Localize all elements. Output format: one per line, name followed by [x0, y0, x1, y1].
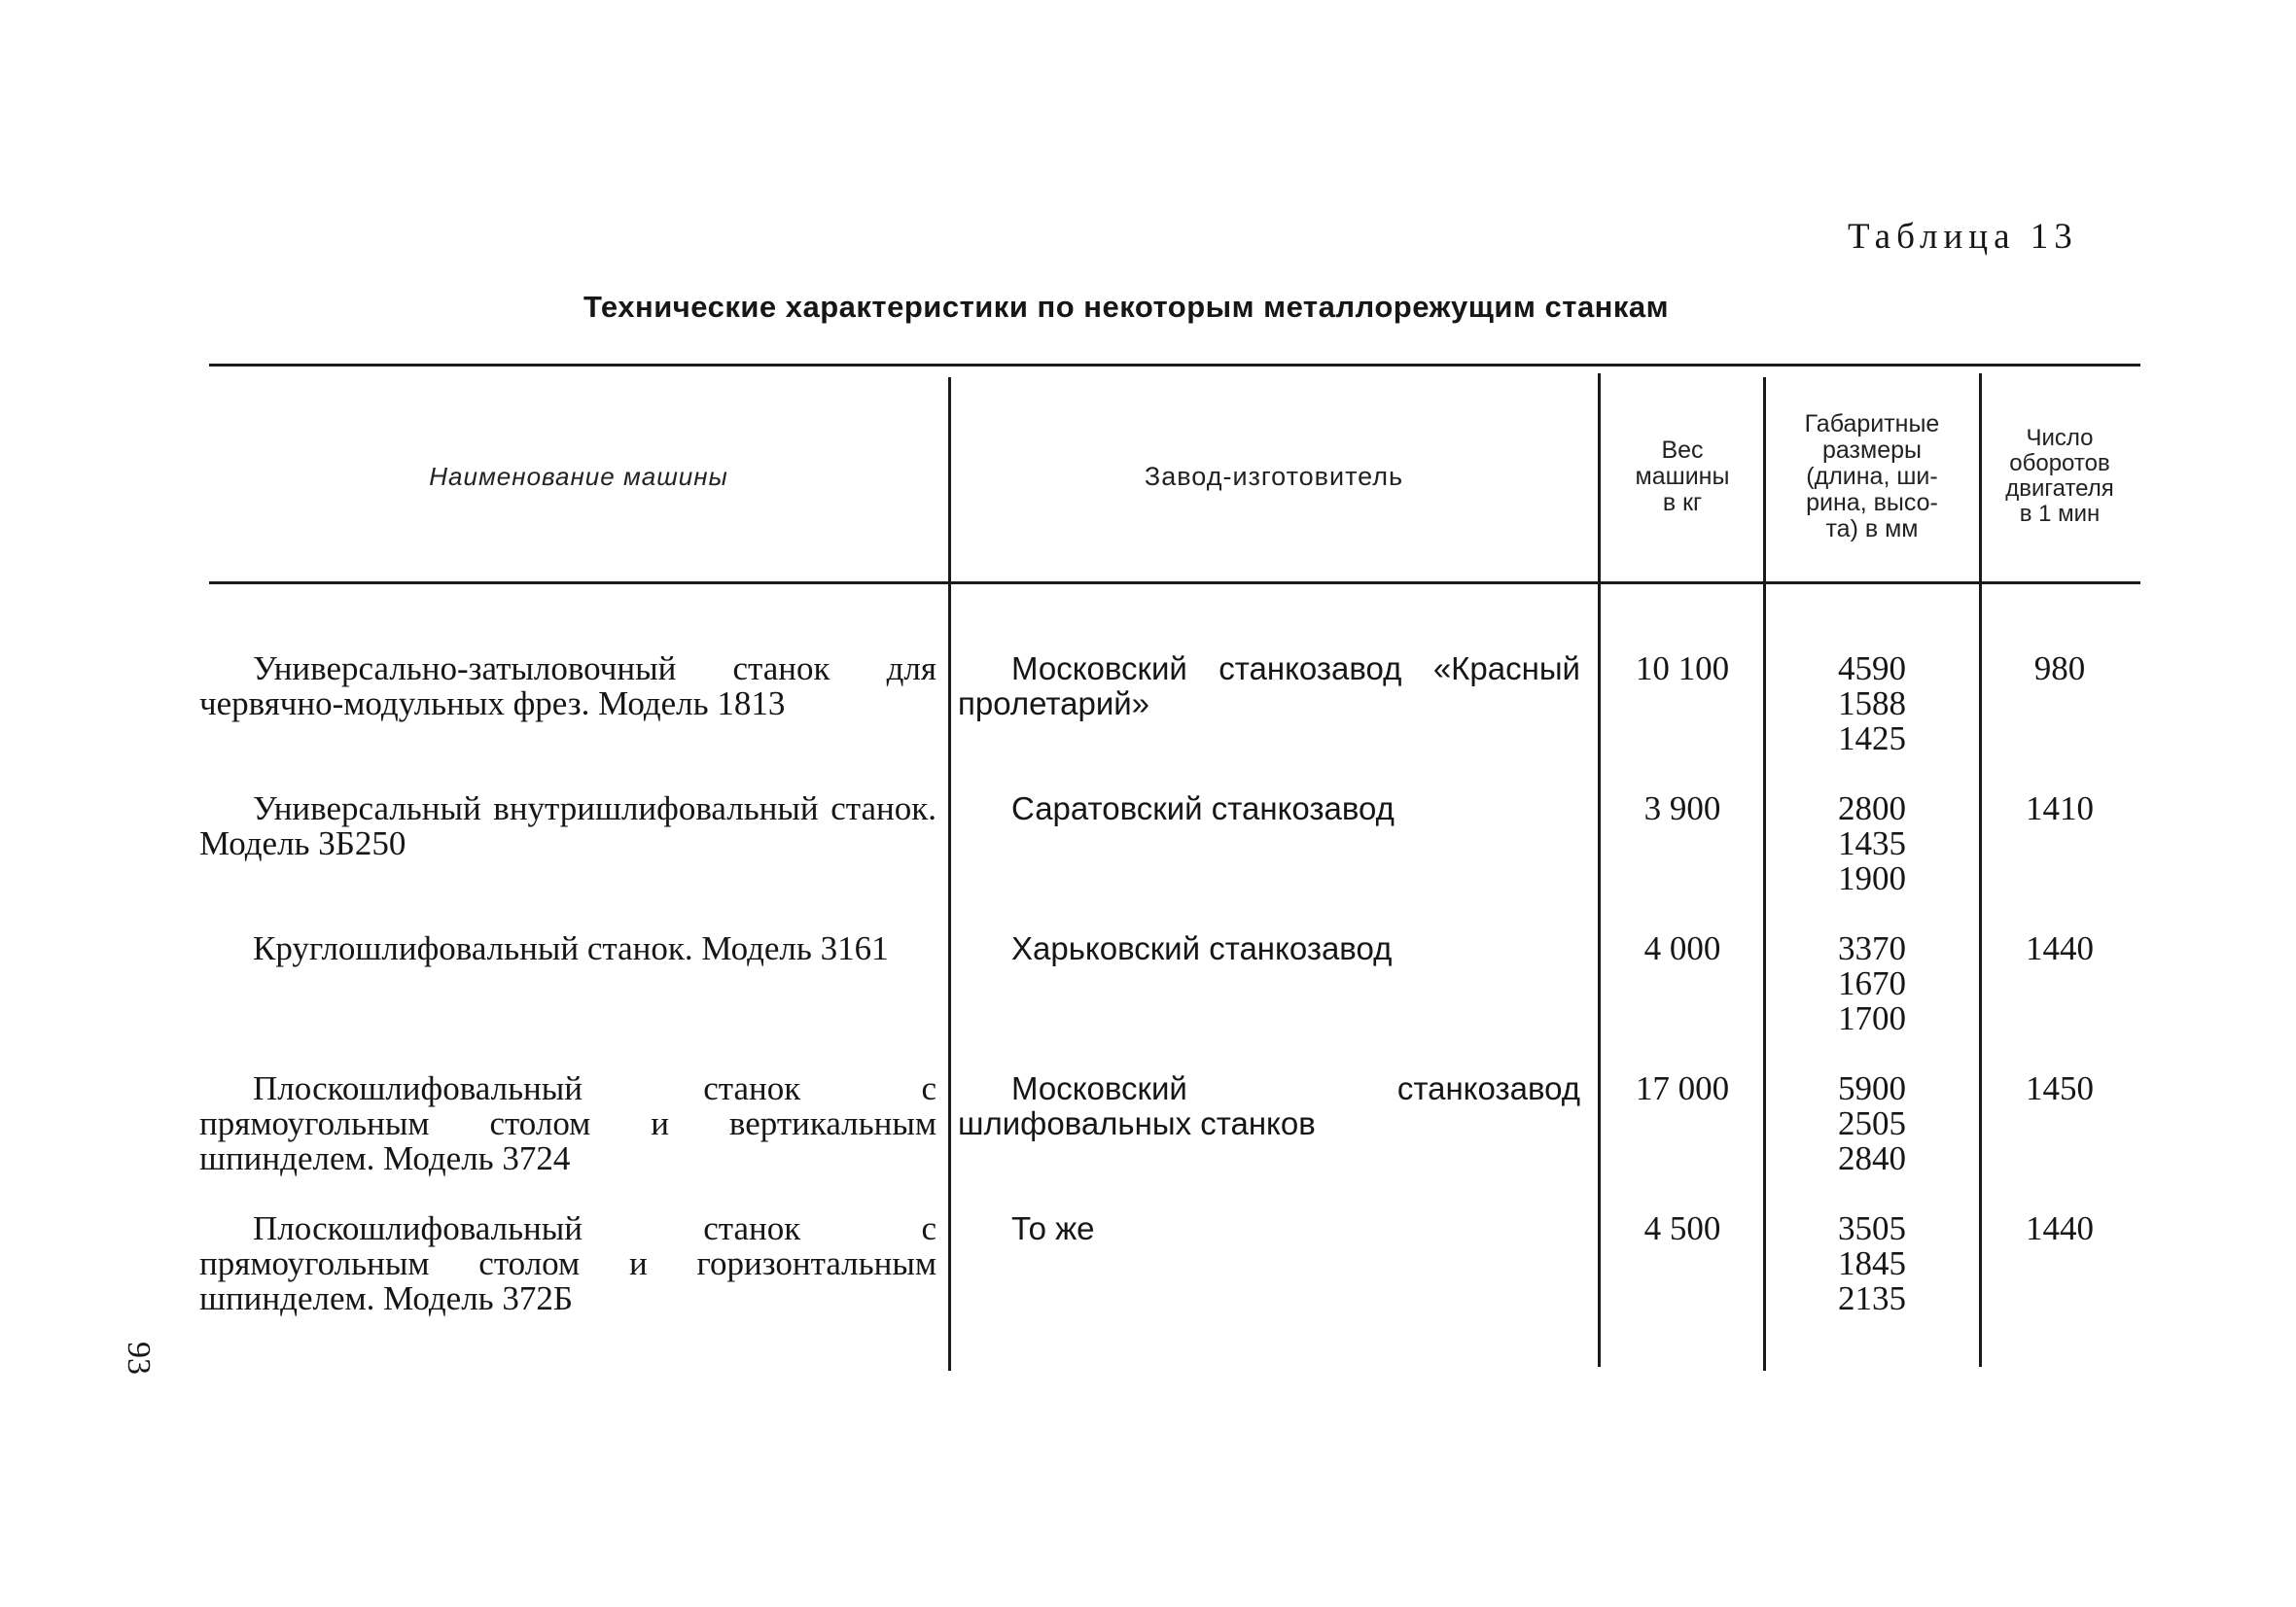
header-factory: [948, 369, 1600, 583]
header-dimensions-line: рина, высо-: [1806, 488, 1938, 516]
dimension-value: 2840: [1838, 1139, 1906, 1177]
dimension-value: 2800: [1838, 789, 1906, 827]
header-dimensions-line: Габаритные: [1804, 409, 1940, 437]
header-rpm-line: двигателя: [2005, 475, 2114, 502]
row-dimensions: [1765, 931, 1979, 1036]
header-rpm-line: оборотов: [2009, 450, 2110, 476]
header-name-label: Наименование машины: [429, 461, 728, 491]
header-rpm: [1979, 369, 2140, 583]
dimension-value: 3370: [1838, 929, 1906, 967]
row-rpm: 1410: [2026, 789, 2094, 827]
table-top-rule: [209, 364, 2140, 367]
header-dimensions-line: (длина, ши-: [1806, 462, 1938, 490]
row-factory: Саратовский станкозавод: [1011, 790, 1395, 826]
dimension-value: 2135: [1838, 1279, 1906, 1317]
header-dimensions-line: та) в мм: [1825, 514, 1919, 542]
dimension-value: 2505: [1838, 1104, 1906, 1142]
row-dimensions: [1765, 651, 1979, 756]
header-name: [209, 369, 948, 583]
header-weight-line: в кг: [1662, 488, 1703, 516]
row-weight: 10 100: [1635, 649, 1730, 687]
row-factory: То же: [1011, 1210, 1095, 1246]
row-dimensions: [1765, 1211, 1979, 1316]
header-dimensions: [1765, 369, 1979, 583]
dimension-value: 1425: [1838, 719, 1906, 757]
header-weight-line: машины: [1635, 462, 1730, 490]
row-weight: 3 900: [1643, 789, 1721, 827]
row-weight: 4 500: [1643, 1209, 1721, 1247]
dimension-value: 1670: [1838, 964, 1906, 1002]
header-weight: [1600, 369, 1765, 583]
dimension-value: 1700: [1838, 999, 1906, 1037]
row-rpm: 980: [2033, 649, 2086, 687]
row-factory: Московский станкозавод «Красный пролетарий»: [958, 650, 1580, 721]
row-weight: 17 000: [1635, 1069, 1730, 1107]
row-name: Круглошлифовальный станок. Модель 3161: [253, 929, 889, 967]
row-rpm: 1440: [2026, 1209, 2094, 1247]
row-dimensions: [1765, 791, 1979, 896]
row-name: Универсально-затыловочный станок для червячно-модульных фрез. Модель 1813: [199, 649, 936, 722]
dimension-value: 1588: [1838, 684, 1906, 722]
dimension-value: 5900: [1838, 1069, 1906, 1107]
header-factory-label: Завод-изготовитель: [1144, 461, 1404, 491]
dimension-value: 1900: [1838, 859, 1906, 897]
row-weight: 4 000: [1643, 929, 1721, 967]
row-rpm: 1450: [2026, 1069, 2094, 1107]
row-factory: Харьковский станкозавод: [1011, 930, 1393, 966]
row-name: Плоскошлифовальный станок с прямоугольным столом и горизонтальным шпинделем. Модель 372Б: [199, 1209, 936, 1317]
dimension-value: 3505: [1838, 1209, 1906, 1247]
dimension-value: 4590: [1838, 649, 1906, 687]
header-dimensions-line: размеры: [1822, 436, 1922, 464]
table-label: Таблица 13: [1848, 217, 2078, 257]
dimension-value: 1845: [1838, 1244, 1906, 1282]
row-name: Универсальный внутришлифовальный станок. Модель 3Б250: [199, 789, 936, 862]
header-rpm-line: Число: [2026, 425, 2094, 451]
header-weight-line: Вес: [1661, 436, 1704, 464]
row-dimensions: [1765, 1071, 1979, 1176]
row-name: Плоскошлифовальный станок с прямоугольным столом и вертикальным шпинделем. Модель 3724: [199, 1069, 936, 1177]
table-title: Технические характеристики по некоторым металлорежущим станкам: [583, 290, 1670, 324]
dimension-value: 1435: [1838, 824, 1906, 862]
page-number: 93: [121, 1342, 157, 1375]
row-rpm: 1440: [2026, 929, 2094, 967]
row-factory: Московский станкозавод шлифовальных станков: [958, 1070, 1580, 1141]
header-rpm-line: в 1 мин: [2019, 501, 2101, 527]
